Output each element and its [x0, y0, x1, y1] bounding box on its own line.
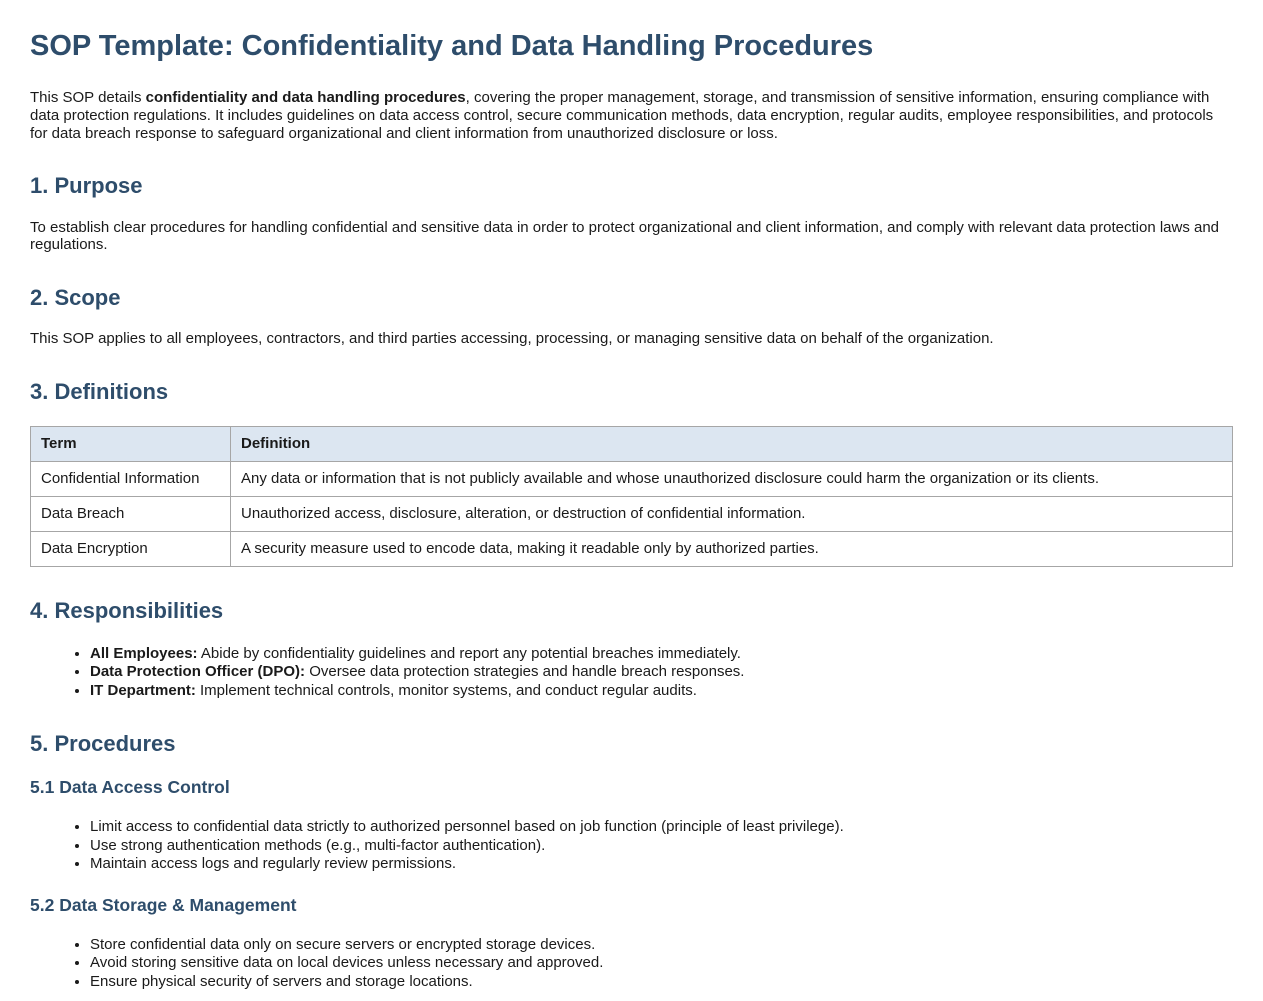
- list-item: • Maintain access logs and regularly review permissions.: [90, 855, 1233, 873]
- responsibility-role: Data Protection Officer (DPO):: [90, 663, 306, 681]
- list-item: • Ensure physical security of servers and storage locations.: [90, 973, 1233, 991]
- responsibility-text: Implement technical controls, monitor systems, and conduct regular audits.: [195, 681, 697, 699]
- section-heading-responsibilities: 4. Responsibilities: [30, 598, 224, 624]
- subsection-heading-data-access-control: 5.1 Data Access Control: [30, 777, 230, 798]
- responsibility-role: All Employees:: [90, 644, 198, 662]
- table-header-definition: Definition: [231, 427, 1233, 462]
- sop-document: [0, 30, 1263, 1001]
- list-item: [90, 682, 1233, 700]
- intro-text-post: , covering the proper management, storage, and transmission of sensitive information, ensuring compliance with data protection regulations. It includes guidelines on data access control, secure communication methods, data encryption, regular audits, employee responsibilities, and protocols for data breach response to safeguard organizational and client information from unauthorized disclosure or loss.: [30, 89, 1214, 142]
- section-heading-scope: 2. Scope: [30, 285, 121, 311]
- data-access-control-list: [30, 818, 1233, 873]
- purpose-paragraph: To establish clear procedures for handling confidential and sensitive data in order to protect organizational and client information, and comply with relevant data protection laws and regulations.: [30, 218, 1220, 254]
- table-row: [31, 462, 1233, 497]
- term-cell: Data Breach: [31, 497, 231, 532]
- responsibility-text: Abide by confidentiality guidelines and report any potential breaches immediately.: [197, 644, 741, 662]
- list-item: • Use strong authentication methods (e.g., multi-factor authentication).: [90, 837, 1233, 855]
- section-heading-definitions: 3. Definitions: [30, 379, 169, 405]
- data-storage-management-list: [30, 936, 1233, 991]
- table-row: [31, 532, 1233, 567]
- table-header-row: [31, 427, 1233, 462]
- intro-text-bold: confidentiality and data handling procedures: [145, 89, 466, 107]
- list-item: • Limit access to confidential data strictly to authorized personnel based on job function (principle of least privilege).: [90, 818, 1233, 836]
- subsection-heading-data-storage-management: 5.2 Data Storage & Management: [30, 894, 297, 915]
- definition-cell: Any data or information that is not publicly available and whose unauthorized disclosure could harm the organization or its clients.: [231, 462, 1233, 497]
- term-cell: Confidential Information: [31, 462, 231, 497]
- term-cell: Data Encryption: [31, 532, 231, 567]
- intro-text-pre: This SOP details: [30, 89, 146, 107]
- list-item: [90, 663, 1233, 681]
- table-header-term: Term: [31, 427, 231, 462]
- list-item: • Avoid storing sensitive data on local devices unless necessary and approved.: [90, 954, 1233, 972]
- responsibility-role: IT Department:: [90, 681, 196, 699]
- responsibility-text: Oversee data protection strategies and handle breach responses.: [305, 663, 745, 681]
- list-item: [90, 645, 1233, 663]
- definitions-table: [30, 426, 1233, 567]
- page-title: SOP Template: Confidentiality and Data Handling Procedures: [30, 30, 874, 62]
- responsibilities-list: [30, 645, 1233, 700]
- section-heading-purpose: 1. Purpose: [30, 173, 143, 199]
- section-heading-procedures: 5. Procedures: [30, 730, 176, 756]
- list-item: • Store confidential data only on secure servers or encrypted storage devices.: [90, 936, 1233, 954]
- definition-cell: A security measure used to encode data, making it readable only by authorized parties.: [231, 532, 1233, 567]
- intro-paragraph: [30, 89, 1233, 142]
- table-row: [31, 497, 1233, 532]
- definition-cell: Unauthorized access, disclosure, alteration, or destruction of confidential information.: [231, 497, 1233, 532]
- scope-paragraph: This SOP applies to all employees, contractors, and third parties accessing, processing, or managing sensitive data on behalf of the organization.: [30, 330, 994, 348]
